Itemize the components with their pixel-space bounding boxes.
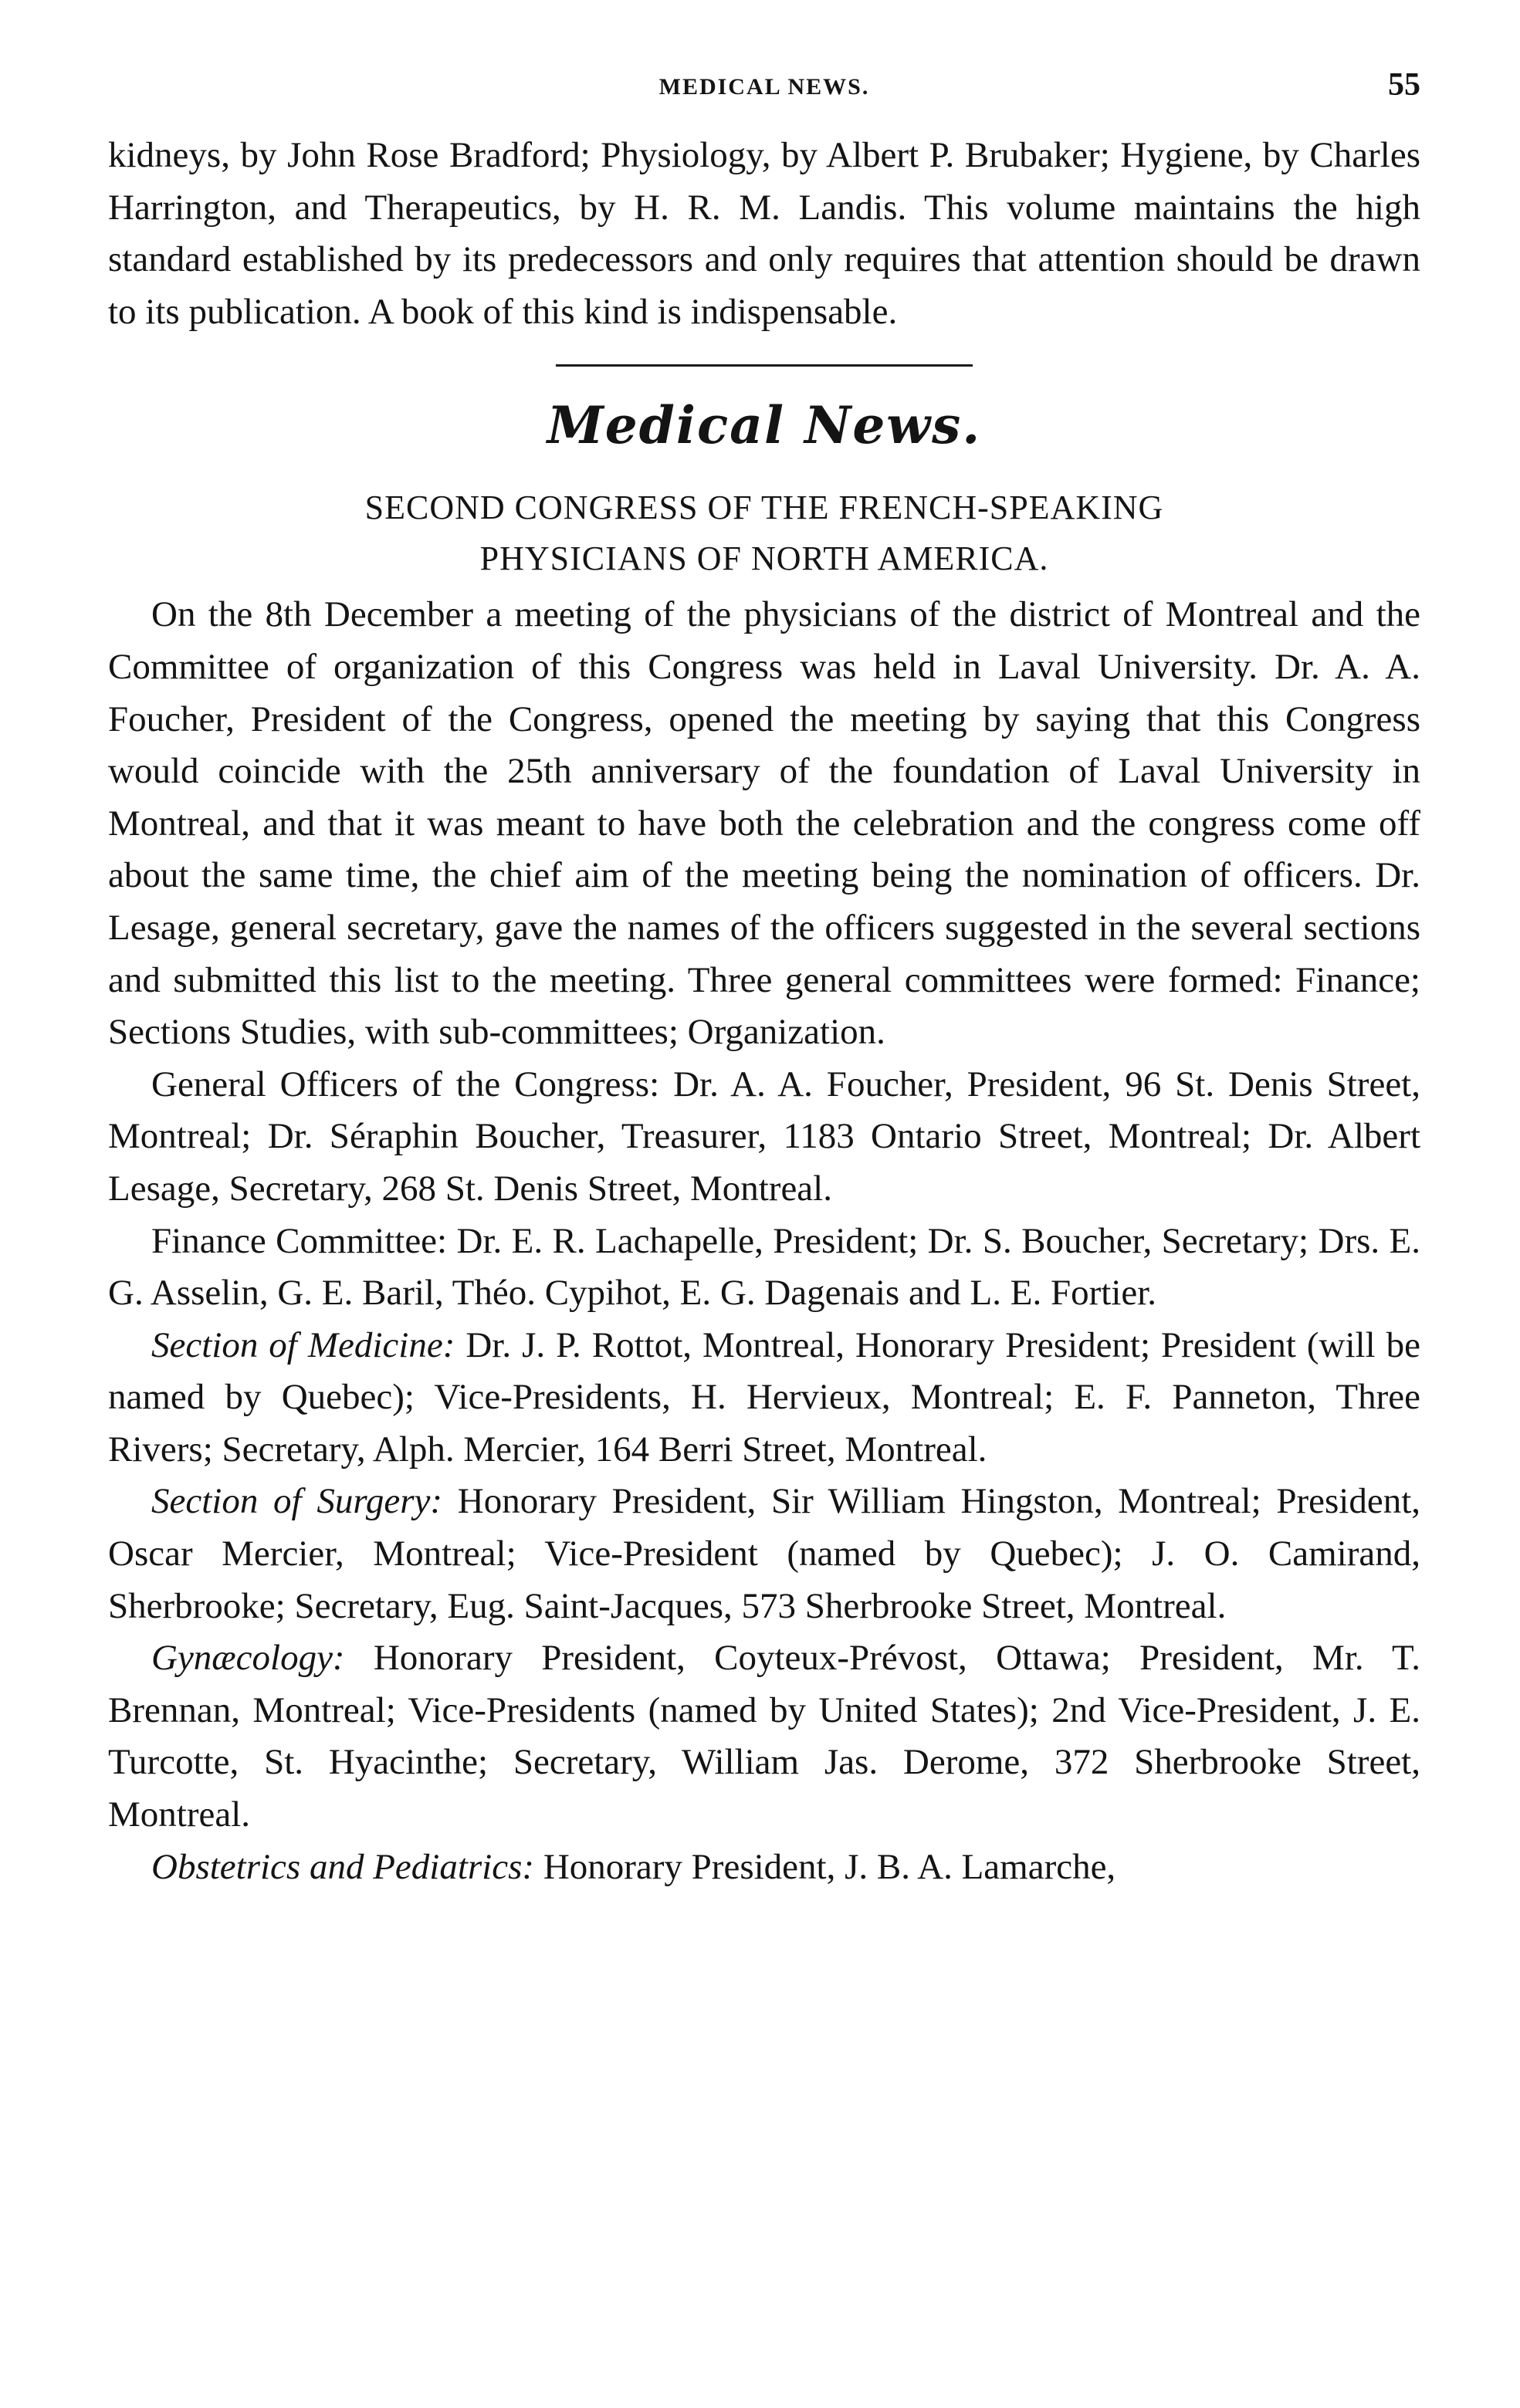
page-number: 55 (1388, 67, 1420, 103)
article-title (108, 482, 1420, 584)
intro-paragraph: On the 8th December a meeting of the physicians of the district of Montreal and the Committee of organization of this Congress was held in Laval University. Dr. A. A. Foucher, President of the Congress, opened the meeting by saying that this Congress would coincide with the 25th anniversary of the foundation of Laval University in Montreal, and that it was meant to have both the celebration and the congress come off about the same time, the chief aim of the meeting being the nomination of officers. Dr. Lesage, general secretary, gave the names of the officers suggested in the several sections and submitted this list to the meeting. Three general committees were formed: Finance; Sections Studies, with sub-committees; Organization. (108, 594, 1420, 1053)
journal-page (108, 69, 1420, 1893)
section-heading: Medical News. (547, 395, 982, 456)
finance-committee-paragraph: Finance Committee: Dr. E. R. Lachapelle, President; Dr. S. Boucher, Secretary; Drs. E. G. Asselin, G. E. Baril, Théo. Cypihot, E. G. Dagenais and L. E. Fortier. (108, 1220, 1420, 1314)
article-title-line-1: SECOND CONGRESS OF THE FRENCH-SPEAKING (364, 489, 1164, 527)
section-divider-rule (556, 364, 973, 367)
gynaecology-label: Gynæcology: (151, 1638, 345, 1679)
obstetrics-text: Honorary President, J. B. A. Lamarche, (543, 1846, 1116, 1887)
gynaecology-text: Honorary President, Coyteux-Prévost, Ottawa; President, Mr. T. Brennan, Montreal; Vice-Presidents (named by United States); 2nd Vice-President, J. E. Turcotte, St. Hyacinthe; Secretary, William Jas. Derome, 372 Sherbrooke Street, Montreal. (108, 1638, 1420, 1835)
general-officers-paragraph: General Officers of the Congress: Dr. A. A. Foucher, President, 96 St. Denis Street, Montreal; Dr. Séraphin Boucher, Treasurer, 1183 Ontario Street, Montreal; Dr. Albert Lesage, Secretary, 268 St. Denis Street, Montreal. (108, 1064, 1420, 1209)
obstetrics-label: Obstetrics and Pediatrics: (151, 1846, 535, 1887)
running-header (108, 69, 1420, 116)
gynaecology-paragraph (108, 1632, 1420, 1841)
obstetrics-paragraph (108, 1842, 1420, 1894)
review-continuation-paragraph: kidneys, by John Rose Bradford; Physiology, by Albert P. Brubaker; Hygiene, by Charles Harrington, and Therapeutics, by H. R. M. Landis. This volume maintains the high standard established by its predecessors and only requires that attention should be drawn to its publication. A book of this kind is indispensable. (108, 135, 1420, 332)
section-surgery-paragraph (108, 1476, 1420, 1632)
section-surgery-text: Honorary President, Sir William Hingston, Montreal; President, Oscar Mercier, Montreal; Vice-President (named by Quebec); J. O. Camirand, Sherbrooke; Secretary, Eug. Saint-Jacques, 573 Sherbrooke Street, Montreal. (108, 1481, 1421, 1626)
section-medicine-paragraph (108, 1320, 1420, 1476)
section-surgery-label: Section of Surgery: (151, 1481, 443, 1522)
section-medicine-text: Dr. J. P. Rottot, Montreal, Honorary President; President (will be named by Quebec); Vice-Presidents, H. Hervieux, Montreal; E. F. Panneton, Three Rivers; Secretary, Alph. Mercier, 164 Berri Street, Montreal. (108, 1324, 1421, 1469)
running-title: MEDICAL NEWS. (658, 74, 870, 100)
article-title-line-2: PHYSICIANS OF NORTH AMERICA. (479, 539, 1049, 578)
section-medicine-label: Section of Medicine: (151, 1324, 455, 1365)
